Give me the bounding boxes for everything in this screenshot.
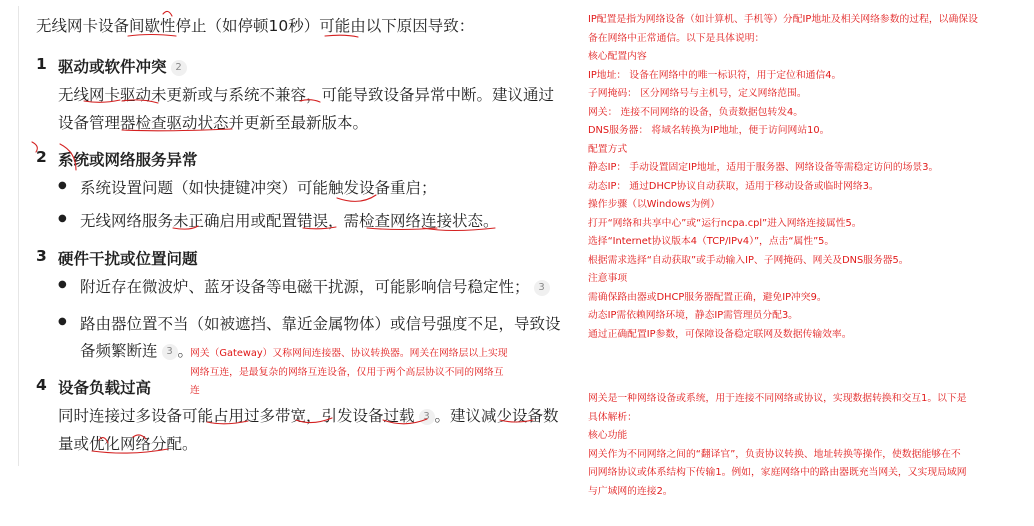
bullet-dot: ● [58, 213, 67, 224]
left-divider [18, 6, 19, 466]
citation-badge[interactable]: 3 [162, 344, 178, 360]
bullet-dot: ● [58, 316, 67, 327]
section-4-title: 设备负载过高 [58, 379, 152, 397]
note-line: 配置方式 [588, 143, 628, 155]
note-line: 动态IP需依赖网络环境，静态IP需管理员分配3。 [588, 310, 798, 321]
section-1-line-1: 无线网卡驱动未更新或与系统不兼容，可能导致设备异常中断。建议通过 [58, 86, 555, 104]
note-line: 需确保路由器或DHCP服务器配置正确，避免IP冲突9。 [588, 291, 827, 303]
citation-badge[interactable]: 3 [534, 280, 550, 296]
section-3-title: 硬件干扰或位置问题 [58, 250, 198, 268]
gateway-inline-note [190, 345, 508, 401]
section-2-number: 2 [36, 148, 47, 166]
note-line: 注意事项 [588, 273, 628, 284]
section-2-title: 系统或网络服务异常 [58, 151, 198, 169]
note-line: 与广域网的连接2。 [588, 485, 673, 497]
section-3-number: 3 [36, 247, 47, 265]
note-line: 网关是一种网络设备或系统，用于连接不同网络或协议，实现数据转换和交互1。以下是 [588, 393, 967, 404]
gateway-notes [588, 390, 967, 501]
note-line: 网关作为不同网络之间的“翻译官”，负责协议转换、地址转换等操作，使数据能够在不 [588, 448, 961, 460]
citation-badge[interactable]: 3 [419, 409, 435, 425]
note-line: 根据需求选择“自动获取”或手动输入IP、子网掩码、网关及DNS服务器5。 [588, 254, 909, 266]
section-4-line-1: 同时连接过多设备可能占用过多带宽，引发设备过载 3 。建议减少设备数 [58, 407, 559, 425]
note-line: 静态IP： 手动设置固定IP地址，适用于服务器、网络设备等需稳定访问的场景3。 [588, 162, 939, 173]
note-line: 网关（Gateway）又称网间连接器、协议转换器。网关在网络层以上实现 [190, 348, 508, 359]
note-line: 同网络协议或体系结构下传输1。例如，家庭网络中的路由器既充当网关，又实现局域网 [588, 467, 967, 478]
section-4-number: 4 [36, 376, 47, 394]
note-line: 网络互连，是最复杂的网络互连设备，仅用于两个高层协议不同的网络互 [190, 366, 504, 378]
note-line: 网关： 连接不同网络的设备，负责数据包转发4。 [588, 106, 804, 118]
note-line: IP配置是指为网络设备（如计算机、手机等）分配IP地址及相关网络参数的过程，以确保设 [588, 14, 978, 25]
note-line: 核心功能 [588, 430, 628, 441]
note-line: 核心配置内容 [588, 51, 647, 62]
note-line: 动态IP： 通过DHCP协议自动获取，适用于移动设备或临时网络3。 [588, 180, 879, 192]
section-2-bullet-1: 系统设置问题（如快捷键冲突）可能触发设备重启； [80, 179, 437, 197]
note-line: 连 [190, 385, 200, 396]
note-line: IP地址： 设备在网络中的唯一标识符，用于定位和通信4。 [588, 69, 842, 81]
section-3-bullet-2: 路由器位置不当（如被遮挡、靠近金属物体）或信号强度不足，导致设 [80, 315, 561, 333]
note-line: 备在网络中正常通信。以下是具体说明： [588, 32, 765, 44]
section-3-bullet-2-cont: 备频繁断连 3 。 [80, 342, 194, 360]
section-2-bullet-2: 无线网络服务未正确启用或配置错误，需检查网络连接状态。 [80, 212, 499, 230]
bullet-dot: ● [58, 279, 67, 290]
note-line: 通过正确配置IP参数，可保障设备稳定联网及数据传输效率。 [588, 328, 852, 340]
note-line: 打开“网络和共享中心”或“运行ncpa.cpl”进入网络连接属性5。 [588, 217, 862, 229]
section-1-line-2: 设备管理器检查驱动状态并更新至最新版本。 [58, 114, 369, 132]
note-line: 选择“Internet协议版本4（TCP/IPv4）”，点击“属性”5。 [588, 236, 835, 247]
bullet-dot: ● [58, 180, 67, 191]
section-3-bullet-1: 附近存在微波炉、蓝牙设备等电磁干扰源，可能影响信号稳定性； 3 [80, 275, 550, 297]
section-4-line-2: 量或优化网络分配。 [58, 435, 198, 453]
section-1-title: 驱动或软件冲突 2 [58, 55, 187, 77]
note-line: 子网掩码： 区分网络号与主机号，定义网络范围。 [588, 88, 807, 99]
intro-text: 无线网卡设备间歇性停止（如停顿10秒）可能由以下原因导致： [36, 17, 475, 35]
citation-badge[interactable]: 2 [171, 60, 187, 76]
note-line: 具体解析： [588, 411, 637, 423]
note-line: 操作步骤（以Windows为例） [588, 199, 720, 210]
ip-config-notes [588, 11, 978, 344]
note-line: DNS服务器： 将域名转换为IP地址，便于访问网站10。 [588, 125, 830, 136]
section-1-number: 1 [36, 55, 47, 73]
